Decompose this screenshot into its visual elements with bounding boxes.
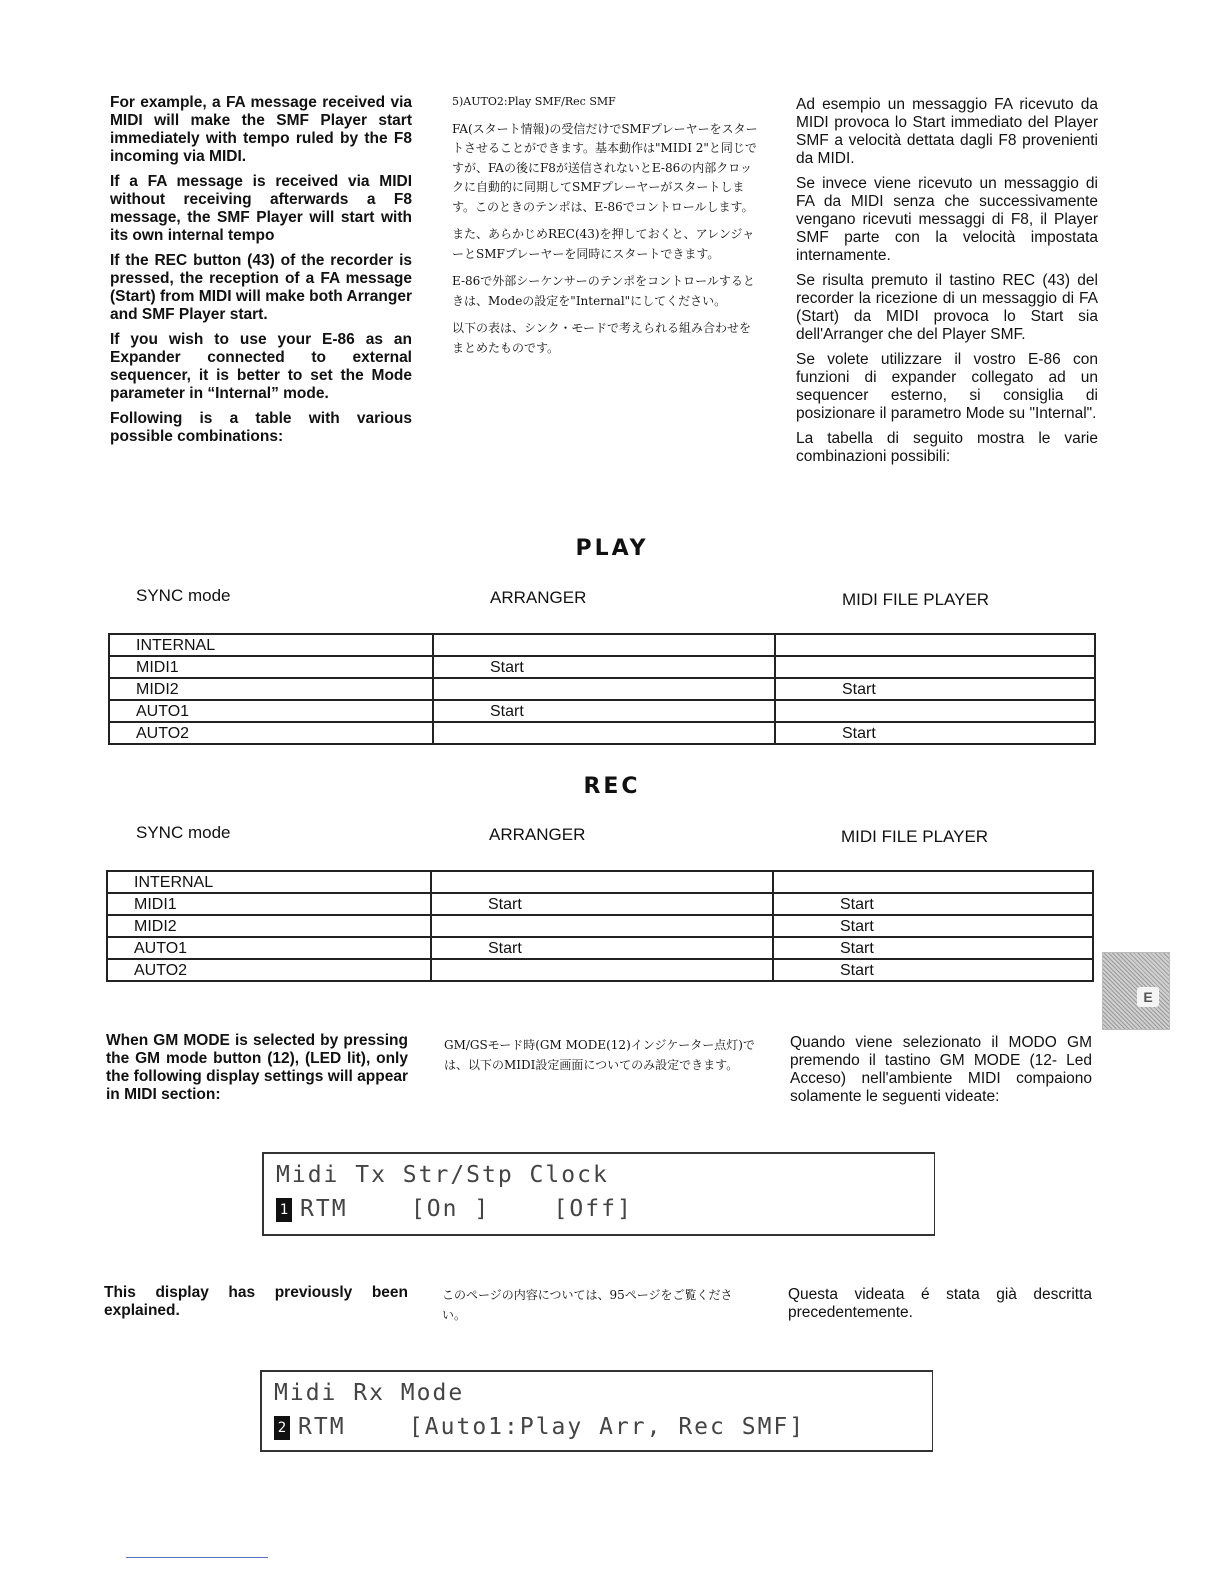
chapter-tab [1102,952,1170,1030]
intro-japanese [452,92,758,366]
gm-italian [790,1034,1092,1113]
lcd-display-tx-clock [262,1152,935,1236]
mfp-cell: Start [775,678,1095,700]
play-arranger-header: ARRANGER [490,588,587,607]
table-row [109,634,1095,656]
table-row [107,959,1093,981]
play-sync-table [108,633,1096,745]
mfp-cell [775,656,1095,678]
arranger-cell [431,915,773,937]
mode-cell: AUTO1 [109,700,433,722]
gm-jp-paragraph: GM/GSモード時(GM MODE(12)インジケーター点灯)では、以下のMIDI設定画面についてのみ設定できます。 [444,1038,755,1072]
rec-mfp-header: MIDI FILE PLAYER [841,827,989,846]
rec-sync-header: SYNC mode [136,823,231,842]
footer-divider [126,1557,268,1558]
gm-english [106,1032,408,1111]
play-mfp-header: MIDI FILE PLAYER [842,590,990,609]
lcd-display-rx-mode [260,1370,933,1452]
explained-jp-paragraph: このページの内容については、95ページをご覧ください。 [442,1288,733,1322]
mode-cell: INTERNAL [107,871,431,893]
table-row [109,678,1095,700]
chapter-tab-letter: E [1137,987,1159,1007]
intro-jp-paragraph: FA(スタート情報)の受信だけでSMFプレーヤーをスタートさせることができます。基本動作は"MIDI 2"と同じですが、FAの後にF8が送信されないとE-86の内部クロックに自動的に同期してSMFプレーヤーがスタートします。このときのテンポは、E-86でコントロールします。 [452,121,758,214]
arranger-cell [433,722,775,744]
intro-jp-heading: 5)AUTO2:Play SMF/Rec SMF [452,95,616,108]
table-row [107,937,1093,959]
lcd-line-1: Midi Tx Str/Stp Clock [276,1162,609,1188]
arranger-cell [433,678,775,700]
page-number-badge: 2 [274,1416,290,1440]
play-section-title: PLAY [575,536,649,561]
intro-jp-paragraph: また、あらかじめREC(43)を押しておくと、アレンジャーとSMFプレーヤーを同時にスタートできます。 [452,227,755,261]
explained-english [104,1284,408,1327]
table-row [107,915,1093,937]
mfp-cell [775,634,1095,656]
arranger-cell: Start [431,937,773,959]
mfp-cell: Start [775,722,1095,744]
gm-japanese [444,1036,756,1083]
table-row [109,722,1095,744]
lcd-line-1: Midi Rx Mode [274,1380,465,1406]
table-row [109,656,1095,678]
intro-en-paragraph: Following is a table with various possible combinations: [110,410,412,445]
intro-english [110,94,412,453]
table-row [109,700,1095,722]
page-number-badge: 1 [276,1198,292,1222]
arranger-cell: Start [433,700,775,722]
gm-it-paragraph: Quando viene selezionato il MODO GM premendo il tastino GM MODE (12- Led Acceso) nell'ambiente MIDI compaiono solamente le seguenti videate: [790,1034,1092,1105]
intro-it-paragraph: Se volete utilizzare il vostro E-86 con funzioni di expander collegato ad un sequencer esterno, si consiglia di posizionare il parametro Mode su "Internal". [796,351,1098,422]
intro-it-paragraph: Se risulta premuto il tastino REC (43) del recorder la ricezione di un messaggio di FA (Start) da MIDI provoca lo Start sia dell'Arranger che del Player SMF. [796,272,1098,343]
arranger-cell [433,634,775,656]
arranger-cell: Start [431,893,773,915]
intro-en-paragraph: For example, a FA message received via MIDI will make the SMF Player start immediately with tempo ruled by the F8 incoming via MIDI. [110,94,412,165]
explained-en-paragraph: This display has previously been explained. [104,1284,408,1319]
mfp-cell [773,871,1093,893]
mfp-cell [775,700,1095,722]
lcd-line-2 [276,1196,633,1222]
intro-it-paragraph: Se invece viene ricevuto un messaggio di FA da MIDI senza che successivamente vengano ricevuti messaggi di F8, il Player SMF parte con la velocità impostata internamente. [796,175,1098,264]
intro-jp-paragraph: E-86で外部シーケンサーのテンポをコントロールするときは、Modeの設定を"Internal"にしてください。 [452,274,755,308]
lcd-line-2-text: RTM [Auto1:Play Arr, Rec SMF] [298,1414,806,1440]
intro-jp-paragraph: 以下の表は、シンク・モードで考えられる組み合わせをまとめたものです。 [452,321,751,355]
rec-sync-table [106,870,1094,982]
mode-cell: AUTO2 [109,722,433,744]
arranger-cell: Start [433,656,775,678]
mfp-cell: Start [773,959,1093,981]
mode-cell: MIDI1 [107,893,431,915]
intro-italian [796,96,1098,473]
mode-cell: MIDI2 [109,678,433,700]
intro-en-paragraph: If the REC button (43) of the recorder is pressed, the reception of a FA message (Start) from MIDI will make both Arranger and SMF Player start. [110,252,412,323]
mode-cell: AUTO2 [107,959,431,981]
mfp-cell: Start [773,893,1093,915]
lcd-line-2 [274,1414,805,1440]
explained-japanese [442,1286,754,1333]
lcd-line-2-text: RTM [On ] [Off] [300,1196,633,1222]
mode-cell: MIDI2 [107,915,431,937]
rec-section-title: REC [583,774,641,799]
intro-it-paragraph: La tabella di seguito mostra le varie combinazioni possibili: [796,430,1098,465]
rec-arranger-header: ARRANGER [489,825,586,844]
arranger-cell [431,959,773,981]
intro-en-paragraph: If a FA message is received via MIDI without receiving afterwards a F8 message, the SMF Player will start with its own internal tempo [110,173,412,244]
mode-cell: INTERNAL [109,634,433,656]
mfp-cell: Start [773,915,1093,937]
gm-en-paragraph: When GM MODE is selected by pressing the GM mode button (12), (LED lit), only the following display settings will appear in MIDI section: [106,1032,408,1103]
play-sync-header: SYNC mode [136,586,231,605]
mfp-cell: Start [773,937,1093,959]
intro-en-paragraph: If you wish to use your E-86 as an Expander connected to external sequencer, it is better to set the Mode parameter in “Internal” mode. [110,331,412,402]
explained-italian [788,1286,1092,1329]
mode-cell: MIDI1 [109,656,433,678]
table-row [107,871,1093,893]
intro-it-paragraph: Ad esempio un messaggio FA ricevuto da MIDI provoca lo Start immediato del Player SMF a velocità dettata dagli F8 provenienti da MIDI. [796,96,1098,167]
table-row [107,893,1093,915]
mode-cell: AUTO1 [107,937,431,959]
arranger-cell [431,871,773,893]
explained-it-paragraph: Questa videata é stata già descritta precedentemente. [788,1286,1092,1321]
